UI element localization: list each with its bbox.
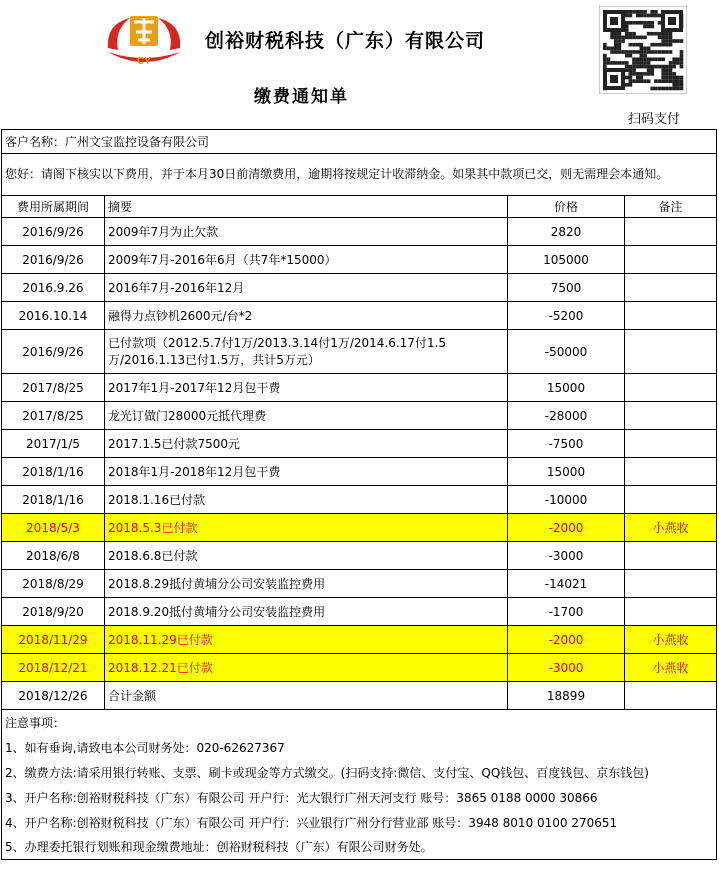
table-row bbox=[2, 682, 717, 710]
cell-note bbox=[625, 374, 717, 402]
note-item: 3、开户名称:创裕财税科技（广东）有限公司 开户行：光大银行广州天河支行 账号：3865 0188 0000 30866 bbox=[2, 785, 717, 810]
notes-row bbox=[2, 710, 717, 735]
cell-price: 105000 bbox=[508, 246, 625, 274]
cell-summary: 2016年7月-2016年12月 bbox=[105, 274, 508, 302]
cell-period: 2018/11/29 bbox=[2, 626, 105, 654]
document-title: 缴费通知单 bbox=[254, 87, 349, 107]
cell-price: -5200 bbox=[508, 302, 625, 330]
cell-summary: 2009年7月为止欠款 bbox=[105, 218, 508, 246]
cell-note bbox=[625, 486, 717, 514]
cell-note bbox=[625, 598, 717, 626]
cell-summary: 融得力点钞机2600元/台*2 bbox=[105, 302, 508, 330]
cell-note bbox=[625, 682, 717, 710]
cell-summary: 2018.1.16已付款 bbox=[105, 486, 508, 514]
table-row bbox=[2, 598, 717, 626]
table-row bbox=[2, 654, 717, 682]
cell-summary: 2017.1.5已付款7500元 bbox=[105, 430, 508, 458]
cell-note bbox=[625, 542, 717, 570]
qr-code-icon[interactable] bbox=[599, 6, 687, 94]
cell-period: 2018/12/26 bbox=[2, 682, 105, 710]
notes-row bbox=[2, 835, 717, 860]
note-item: 5、办理委托银行划账和现金缴费地址：创裕财税科技（广东）有限公司财务处。 bbox=[2, 835, 717, 860]
cell-note bbox=[625, 458, 717, 486]
col-header-summary: 摘要 bbox=[105, 196, 508, 218]
cell-price: -1700 bbox=[508, 598, 625, 626]
cell-period: 2016.10.14 bbox=[2, 302, 105, 330]
cell-price: -28000 bbox=[508, 402, 625, 430]
cell-period: 2017/8/25 bbox=[2, 374, 105, 402]
cell-period: 2018/12/21 bbox=[2, 654, 105, 682]
cell-note bbox=[625, 302, 717, 330]
cell-price: -50000 bbox=[508, 330, 625, 374]
table-row bbox=[2, 374, 717, 402]
cell-price: 7500 bbox=[508, 274, 625, 302]
cell-summary: 2018.8.29抵付黄埔分公司安装监控费用 bbox=[105, 570, 508, 598]
logo-text: CY bbox=[137, 56, 151, 67]
cell-summary: 已付款项（2012.5.7付1万/2013.3.14付1万/2014.6.17付1.5万/2016.1.13已付1.5万，共计5万元） bbox=[105, 330, 508, 374]
table-row bbox=[2, 542, 717, 570]
cell-summary: 合计金额 bbox=[105, 682, 508, 710]
table-row bbox=[2, 302, 717, 330]
cell-note bbox=[625, 570, 717, 598]
notes-row bbox=[2, 735, 717, 760]
cell-price: -14021 bbox=[508, 570, 625, 598]
cell-price: -7500 bbox=[508, 430, 625, 458]
cell-period: 2018/6/8 bbox=[2, 542, 105, 570]
note-item: 4、开户名称:创裕财税科技（广东）有限公司 开户行：兴业银行广州分行营业部 账号：3948 8010 0100 270651 bbox=[2, 810, 717, 835]
cell-period: 2018/1/16 bbox=[2, 486, 105, 514]
cell-price: -3000 bbox=[508, 542, 625, 570]
cell-price: -2000 bbox=[508, 626, 625, 654]
cell-note: 小燕收 bbox=[625, 654, 717, 682]
table-row bbox=[2, 218, 717, 246]
cell-note bbox=[625, 218, 717, 246]
cell-period: 2018/5/3 bbox=[2, 514, 105, 542]
cell-summary: 2017年1月-2017年12月包干费 bbox=[105, 374, 508, 402]
cell-period: 2016.9.26 bbox=[2, 274, 105, 302]
qr-caption: 扫码支付 bbox=[628, 112, 681, 127]
table-row bbox=[2, 458, 717, 486]
cell-summary: 2018年1月-2018年12月包干费 bbox=[105, 458, 508, 486]
greeting-text: 您好：请阁下核实以下费用，并于本月30日前清缴费用，逾期将按规定计收滞纳金。如果其中款项已交，则无需理会本通知。 bbox=[2, 154, 717, 196]
table-row bbox=[2, 626, 717, 654]
table-header-row bbox=[2, 196, 717, 218]
table-row bbox=[2, 514, 717, 542]
cell-price: -2000 bbox=[508, 514, 625, 542]
notes-row bbox=[2, 810, 717, 835]
notes-row bbox=[2, 785, 717, 810]
company-name: 创裕财税科技（广东）有限公司 bbox=[205, 30, 486, 52]
table-row bbox=[2, 402, 717, 430]
notes-row bbox=[2, 760, 717, 785]
cell-period: 2018/9/20 bbox=[2, 598, 105, 626]
cell-note: 小燕收 bbox=[625, 514, 717, 542]
cell-period: 2017/8/25 bbox=[2, 402, 105, 430]
company-logo bbox=[100, 10, 188, 70]
cell-period: 2016/9/26 bbox=[2, 246, 105, 274]
col-header-period: 费用所属期间 bbox=[2, 196, 105, 218]
cell-period: 2018/8/29 bbox=[2, 570, 105, 598]
note-item: 2、缴费方法:请采用银行转账、支票、刷卡或现金等方式缴交。(扫码支持:微信、支付宝、QQ钱包、百度钱包、京东钱包) bbox=[2, 760, 717, 785]
cell-period: 2017/1/5 bbox=[2, 430, 105, 458]
table-row bbox=[2, 274, 717, 302]
cell-note bbox=[625, 402, 717, 430]
table-row bbox=[2, 430, 717, 458]
cell-summary: 龙光订做门28000元抵代理费 bbox=[105, 402, 508, 430]
cell-price: 15000 bbox=[508, 374, 625, 402]
col-header-price: 价格 bbox=[508, 196, 625, 218]
cell-note: 小燕收 bbox=[625, 626, 717, 654]
cell-price: -3000 bbox=[508, 654, 625, 682]
cell-period: 2016/9/26 bbox=[2, 330, 105, 374]
cell-summary: 2018.5.3已付款 bbox=[105, 514, 508, 542]
fee-table bbox=[1, 129, 717, 860]
cell-note bbox=[625, 330, 717, 374]
table-row bbox=[2, 486, 717, 514]
cell-period: 2018/1/16 bbox=[2, 458, 105, 486]
cell-price: -10000 bbox=[508, 486, 625, 514]
cell-note bbox=[625, 246, 717, 274]
notes-heading: 注意事项： bbox=[2, 710, 717, 735]
cell-summary: 2018.6.8已付款 bbox=[105, 542, 508, 570]
table-row bbox=[2, 246, 717, 274]
cell-price: 2820 bbox=[508, 218, 625, 246]
cell-summary: 2018.9.20抵付黄埔分公司安装监控费用 bbox=[105, 598, 508, 626]
cell-summary: 2018.11.29已付款 bbox=[105, 626, 508, 654]
note-item: 1、如有垂询,请致电本公司财务处：020-62627367 bbox=[2, 735, 717, 760]
col-header-note: 备注 bbox=[625, 196, 717, 218]
cell-note bbox=[625, 274, 717, 302]
table-row bbox=[2, 330, 717, 374]
cell-summary: 2018.12.21已付款 bbox=[105, 654, 508, 682]
cell-summary: 2009年7月-2016年6月（共7年*15000） bbox=[105, 246, 508, 274]
document-header bbox=[0, 0, 719, 130]
cell-period: 2016/9/26 bbox=[2, 218, 105, 246]
customer-name: 客户名称：广州文宝监控设备有限公司 bbox=[2, 130, 717, 154]
cell-price: 18899 bbox=[508, 682, 625, 710]
table-row bbox=[2, 570, 717, 598]
cell-note bbox=[625, 430, 717, 458]
cell-price: 15000 bbox=[508, 458, 625, 486]
